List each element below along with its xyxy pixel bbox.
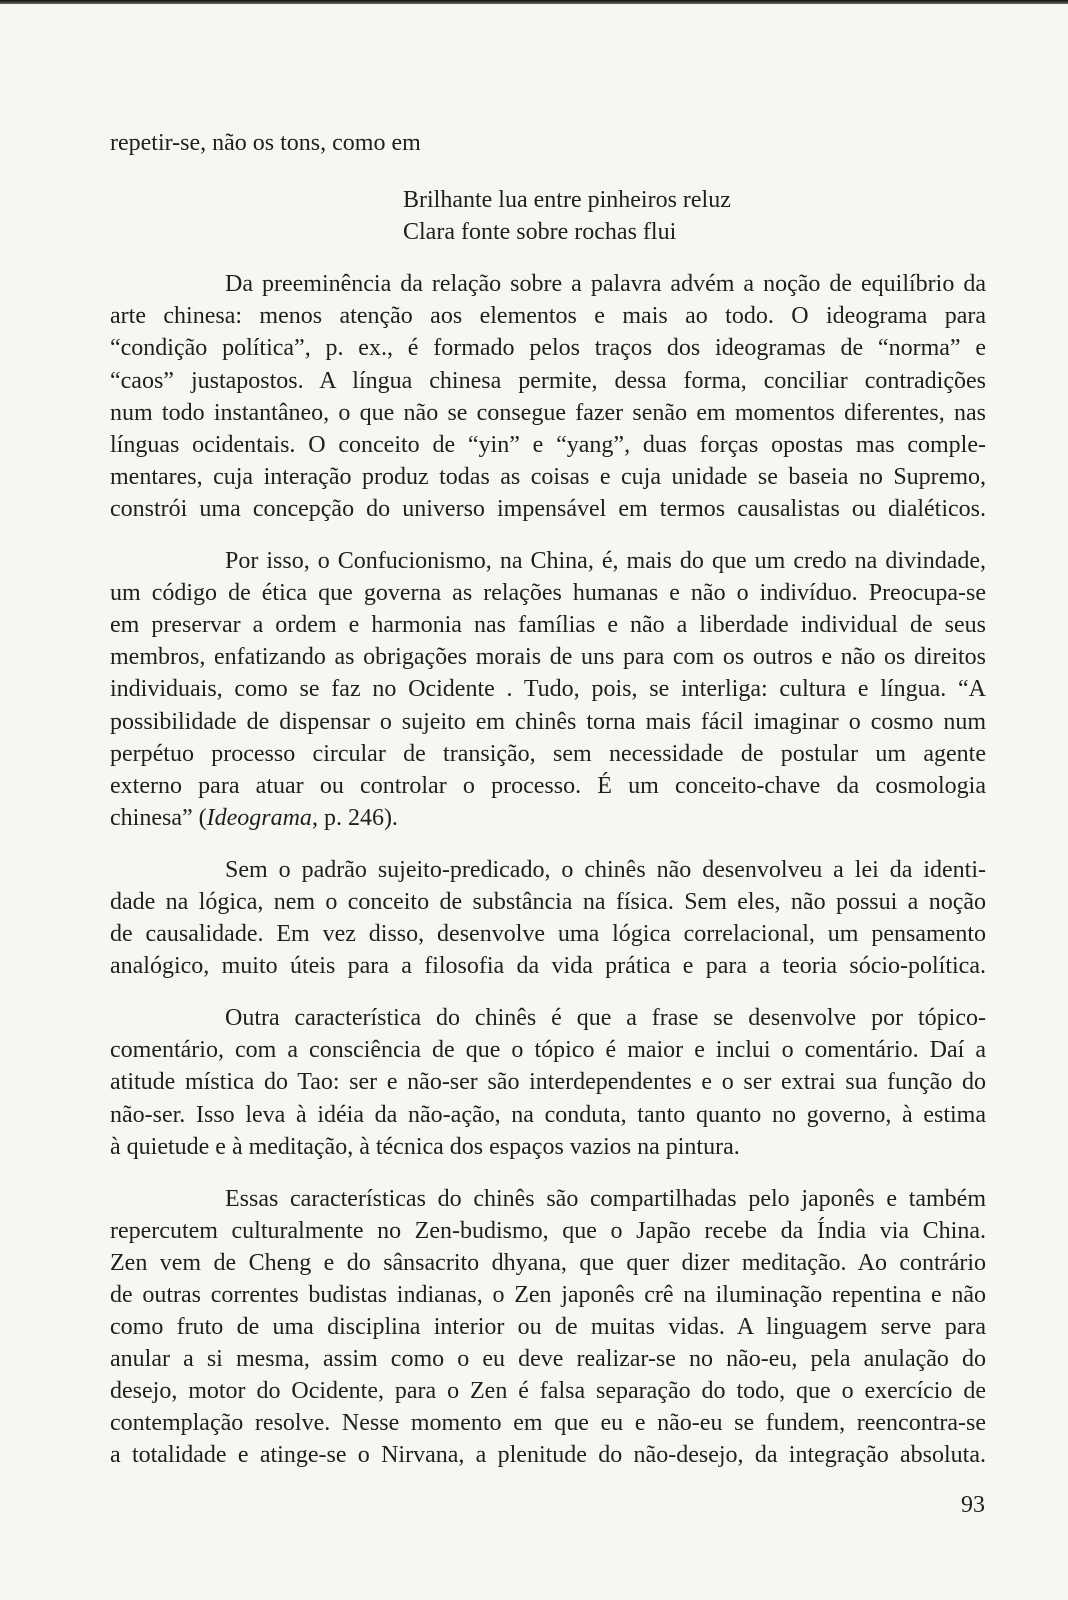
text-line: Por isso, o Confucionismo, na China, é, mais do que um credo na divindade, — [225, 548, 986, 575]
text-line: Zen vem de Cheng e do sânsacrito dhyana, que quer dizer meditação. Ao contrário — [110, 1249, 986, 1276]
verse-line: Brilhante lua entre pinheiros reluz — [403, 187, 731, 214]
text-line: constrói uma concepção do universo impensável em termos causalistas ou dialéticos. — [110, 495, 986, 522]
text-line: não-ser. Isso leva à idéia da não-ação, na conduta, tanto quanto no governo, à estima — [110, 1101, 986, 1128]
text-line: comentário, com a consciência de que o tópico é maior e inclui o comentário. Daí a — [110, 1037, 986, 1064]
text-body — [110, 127, 986, 1472]
paragraph — [110, 268, 986, 525]
text-line: línguas ocidentais. O conceito de “yin” e “yang”, duas forças opostas mas comple- — [110, 431, 986, 458]
paragraph — [110, 1002, 986, 1162]
text-line: Outra característica do chinês é que a frase se desenvolve por tópico- — [225, 1005, 986, 1032]
text-line: mentares, cuja interação produz todas as coisas e cuja unidade se baseia no Supremo, — [110, 463, 986, 490]
text-line: num todo instantâneo, o que não se consegue fazer senão em momentos diferentes, nas — [110, 399, 986, 426]
cited-title: Ideograma — [206, 804, 312, 831]
text-line: a totalidade e atinge-se o Nirvana, a plenitude do não-desejo, da integração absoluta. — [110, 1442, 986, 1469]
text-line: individuais, como se faz no Ocidente . Tudo, pois, se interliga: cultura e língua. “A — [110, 676, 986, 703]
intro-line: repetir-se, não os tons, como em — [110, 130, 421, 156]
paragraph — [110, 854, 986, 982]
verse-quote — [110, 184, 986, 248]
text-line: atitude mística do Tao: ser e não-ser são interdependentes e o ser extrai sua função do — [110, 1069, 986, 1096]
text-line — [110, 802, 986, 834]
page-number: 93 — [961, 1492, 985, 1518]
text-line: um código de ética que governa as relações humanas e não o indivíduo. Preocupa-se — [110, 580, 986, 607]
text-line: perpétuo processo circular de transição, sem necessidade de postular um agente — [110, 740, 986, 767]
paragraph — [110, 1183, 986, 1472]
text-segment: , p. 246). — [311, 804, 398, 831]
text-line: de causalidade. Em vez disso, desenvolve uma lógica correlacional, um pensamento — [110, 921, 986, 948]
text-line: membros, enfatizando as obrigações morais de uns para com os outros e não os direitos — [110, 644, 986, 671]
text-line: contemplação resolve. Nesse momento em que eu e não-eu se fundem, reencontra-se — [110, 1410, 986, 1437]
text-line: “condição política”, p. ex., é formado pelos traços dos ideogramas de “norma” e — [110, 335, 986, 362]
text-segment: chinesa” ( — [110, 804, 207, 831]
text-line: repercutem culturalmente no Zen-budismo, que o Japão recebe da Índia via China. — [110, 1217, 986, 1244]
paragraphs — [110, 268, 986, 1471]
text-line: Sem o padrão sujeito-predicado, o chinês não desenvolveu a lei da identi- — [225, 856, 986, 883]
text-line: à quietude e à meditação, à técnica dos espaços vazios na pintura. — [110, 1133, 740, 1160]
text-line: como fruto de uma disciplina interior ou de muitas vidas. A linguagem serve para — [110, 1314, 986, 1341]
verse-line: Clara fonte sobre rochas flui — [403, 219, 677, 246]
text-line: desejo, motor do Ocidente, para o Zen é falsa separação do todo, que o exercício de — [110, 1378, 986, 1405]
text-line: arte chinesa: menos atenção aos elementos e mais ao todo. O ideograma para — [110, 303, 986, 330]
paragraph — [110, 545, 986, 834]
text-line: possibilidade de dispensar o sujeito em chinês torna mais fácil imaginar o cosmo num — [110, 708, 986, 735]
text-line: dade na lógica, nem o conceito de substância na física. Sem eles, não possui a noção — [110, 888, 986, 915]
text-line: externo para atuar ou controlar o processo. É um conceito-chave da cosmologia — [110, 772, 986, 799]
text-line: anular a si mesma, assim como o eu deve realizar-se no não-eu, pela anulação do — [110, 1346, 986, 1373]
text-line: analógico, muito úteis para a filosofia da vida prática e para a teoria sócio-política. — [110, 953, 986, 980]
text-line: Essas características do chinês são compartilhadas pelo japonês e também — [225, 1185, 986, 1212]
text-line: Da preeminência da relação sobre a palavra advém a noção de equilíbrio da — [225, 271, 986, 298]
text-line: “caos” justapostos. A língua chinesa permite, dessa forma, conciliar contradições — [110, 367, 986, 394]
text-line: em preservar a ordem e harmonia nas famílias e não a liberdade individual de seus — [110, 612, 986, 639]
text-line: de outras correntes budistas indianas, o Zen japonês crê na iluminação repentina e não — [110, 1282, 986, 1308]
